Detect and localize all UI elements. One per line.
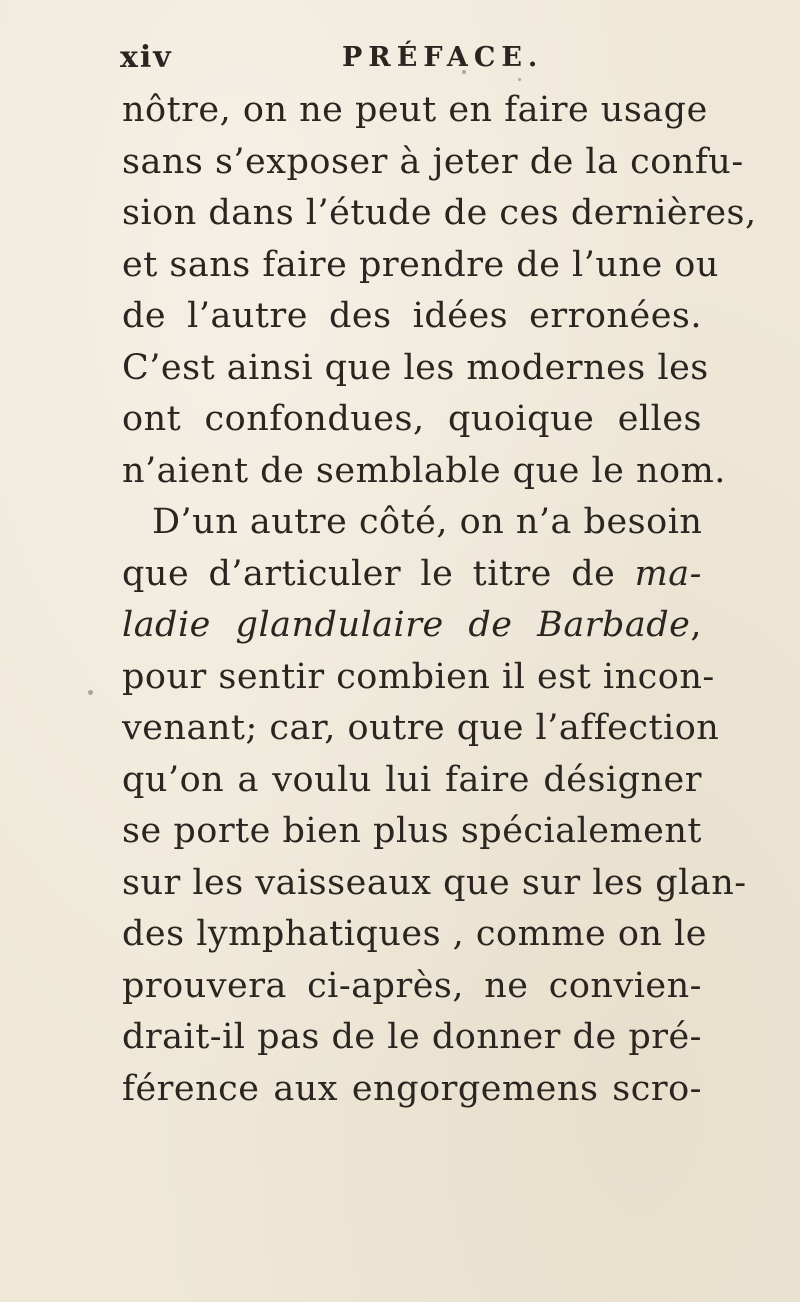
- paper-speck: [518, 78, 521, 81]
- paper-speck: [462, 70, 466, 74]
- text-line: drait-il pas de le donner de pré-: [122, 1017, 702, 1057]
- text-line: prouvera ci-après, ne convien-: [122, 965, 702, 1006]
- running-head: PRÉFACE.: [342, 42, 544, 73]
- text-line: pour sentir combien il est incon-: [122, 656, 715, 697]
- italic-title-end: ladie glandulaire de Barbade: [122, 605, 691, 645]
- paragraph-start-line: D’un autre côté, on n’a besoin: [152, 502, 703, 542]
- line-text: que d’articuler le titre de: [122, 553, 635, 594]
- text-line: ont confondues, quoique elles: [122, 399, 702, 439]
- text-line: venant; car, outre que l’affection: [122, 708, 720, 748]
- text-line: de l’autre des idées erronées.: [122, 296, 702, 336]
- line-text: ,: [690, 605, 702, 645]
- body-text: [122, 85, 757, 1115]
- text-line: et sans faire prendre de l’une ou: [122, 244, 719, 285]
- page-header: [120, 40, 720, 80]
- text-line: [122, 600, 702, 652]
- text-line: qu’on a voulu lui faire désigner: [122, 759, 702, 800]
- text-line: [122, 549, 702, 601]
- page-number: xiv: [120, 40, 173, 75]
- text-line: nôtre, on ne peut en faire usage: [122, 90, 708, 130]
- text-line: sur les vaisseaux que sur les glan-: [122, 862, 747, 903]
- text-line: se porte bien plus spécialement: [122, 811, 702, 851]
- paper-speck: [88, 690, 93, 695]
- text-line: C’est ainsi que les modernes les: [122, 347, 709, 388]
- text-line: sans s’exposer à jeter de la confu-: [122, 141, 744, 182]
- italic-title-start: ma-: [634, 553, 702, 594]
- text-line: férence aux engorgemens scro-: [122, 1068, 702, 1109]
- text-line: n’aient de semblable que le nom.: [122, 450, 726, 491]
- text-line: des lymphatiques , comme on le: [122, 914, 707, 954]
- text-line: sion dans l’étude de ces dernières,: [122, 193, 757, 233]
